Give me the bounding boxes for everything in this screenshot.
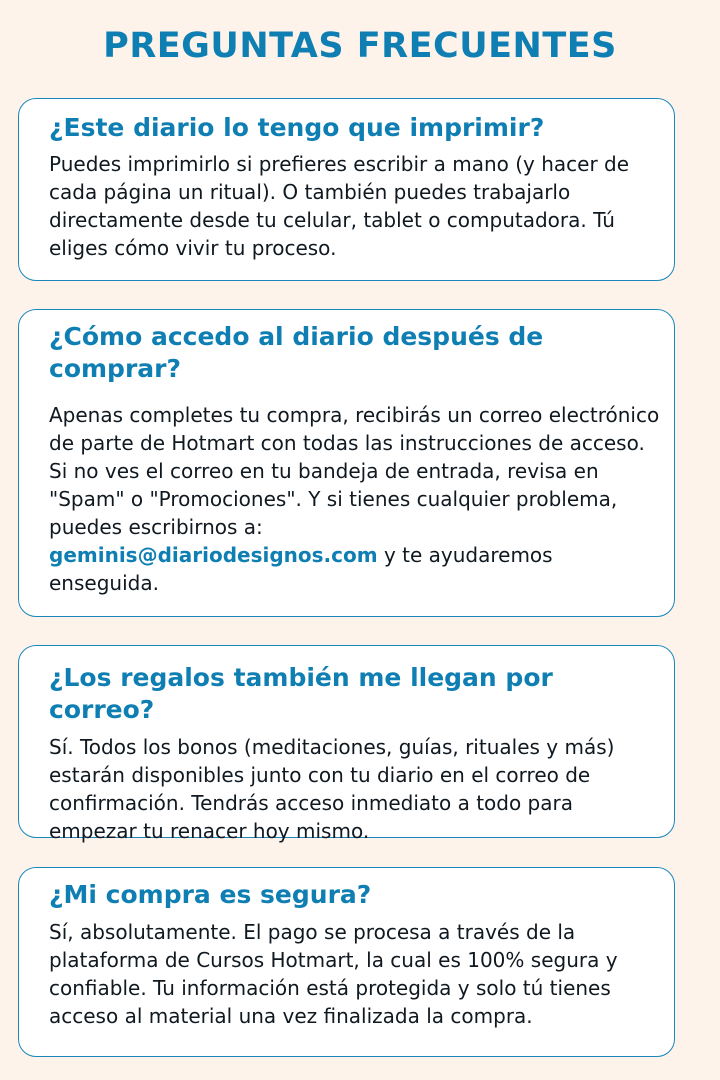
faq-card-imprimir <box>18 98 675 281</box>
faq-question: ¿Los regalos también me llegan por correo? <box>49 663 553 724</box>
faq-answer-text: Apenas completes tu compra, recibirás un correo electrónico de parte de Hotmart con todas las instrucciones de acceso. Si no ves el correo en tu bandeja de entrada, revisa en "Spam" o "Promociones". Y si tienes cualquier problema, puedes escribirnos a: <box>49 403 660 539</box>
faq-answer-text-end: y te ayudaremos enseguida. <box>49 543 553 595</box>
faq-answer: Sí. Todos los bonos (meditaciones, guías, rituales y más) estarán disponibles junto con tu diario en el correo de confirmación. Tendrás acceso inmediato a todo para empezar tu renacer hoy mismo. <box>49 735 615 843</box>
faq-answer: Puedes imprimirlo si prefieres escribir a mano (y hacer de cada página un ritual). O también puedes trabajarlo directamente desde tu celular, tablet o computadora. Tú eliges cómo vivir tu proceso. <box>49 152 630 260</box>
faq-card-segura <box>18 867 675 1057</box>
faq-card-regalos <box>18 645 675 843</box>
faq-card-acceso <box>18 309 675 617</box>
page-title: PREGUNTAS FRECUENTES <box>103 26 617 66</box>
faq-answer <box>49 401 660 597</box>
faq-question: ¿Este diario lo tengo que imprimir? <box>49 113 545 142</box>
contact-email-link[interactable]: geminis@diariodesignos.com <box>49 543 378 567</box>
faq-question: ¿Cómo accedo al diario después de comprar? <box>49 322 544 383</box>
faq-answer: Sí, absolutamente. El pago se procesa a través de la plataforma de Cursos Hotmart, la cual es 100% segura y confiable. Tu información está protegida y solo tú tienes acceso al material una vez finalizada la compra. <box>49 920 618 1028</box>
faq-question: ¿Mi compra es segura? <box>49 880 372 909</box>
